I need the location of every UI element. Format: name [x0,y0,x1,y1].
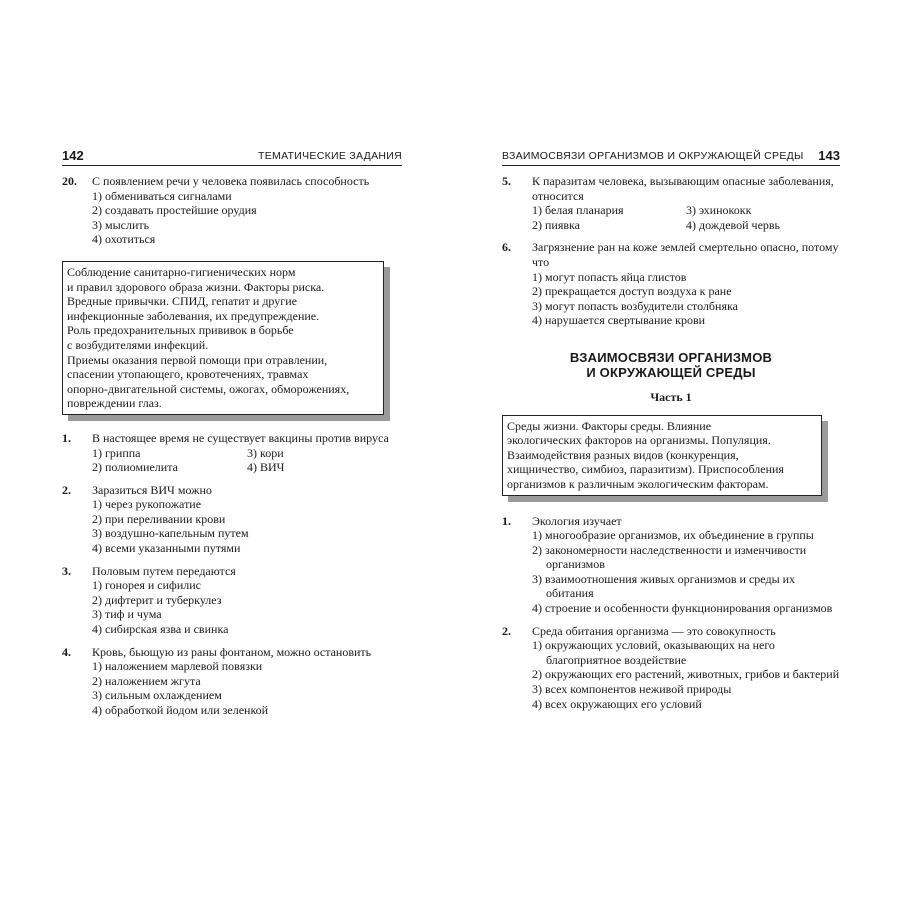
question-number: 5. [502,174,511,188]
topic-line: спасении утопающего, кровотечениях, травмах [67,367,309,382]
answer-options [532,203,840,232]
right-page-number: 143 [818,148,840,163]
answer-option: 1) могут попасть яйца глистов [532,269,687,284]
topic-line: Соблюдение санитарно-гигиенических норм [67,264,296,279]
question-number: 20. [62,174,77,188]
answer-option: 3) могут попасть возбудители столбняка [532,298,738,313]
topic-line: опорно-двигательной системы, ожогах, обморожениях, [67,381,350,396]
answer-options [92,659,402,717]
part-label: Часть 1 [650,389,692,404]
answer-options [532,270,840,328]
answer-option: 4) сибирская язва и свинка [92,622,229,637]
question-number: 1. [62,430,71,445]
question-number: 2. [62,482,71,497]
answer-option: 1) наложением марлевой повязки [92,659,263,674]
section-title-line: ВЗАИМОСВЯЗИ ОРГАНИЗМОВ [569,349,773,365]
right-page [502,0,840,900]
topic-line: Роль предохранительных прививок в борьбе [67,323,294,338]
question-text: С появлением речи у человека появилась способность [92,174,370,188]
question-text: Экология изучает [532,513,622,528]
left-page [62,0,402,900]
answer-option: 3) тиф и чума [92,607,162,622]
question-20 [62,174,402,247]
question-number: 2. [502,623,511,638]
question-text: Заразиться ВИЧ можно [92,482,212,497]
topic-line: хищничество, симбиоз, паразитизм). Приспособления [507,462,784,477]
question-text: Кровь, бьющую из раны фонтаном, можно остановить [92,644,372,659]
answer-option: 2) окружающих его растений, животных, грибов и бактерий [532,667,840,682]
answer-option: 3) воздушно-капельным путем [92,526,249,541]
answer-option: 4) дождевой червь [686,217,781,232]
ecology-question-2 [502,624,840,712]
answer-options [92,578,402,636]
answer-options [532,528,840,616]
topic-line: Вредные привычки. СПИД, гепатит и другие [67,294,297,309]
answer-option: 1) гриппа [92,445,141,460]
answer-option: 4) строение и особенности функционирования организмов [532,601,833,616]
question-number: 4. [62,644,71,659]
answer-option: 2) дифтерит и туберкулез [92,592,222,607]
question-1 [62,431,402,475]
answer-option: 2) закономерности наследственности и изменчивости организмов [532,542,807,572]
section-title-line: И ОКРУЖАЮЩЕЙ СРЕДЫ [586,364,756,380]
question-number: 3. [62,563,71,578]
question-text: Половым путем передаются [92,563,236,578]
question-6 [502,240,840,328]
ecology-question-1 [502,514,840,616]
answer-option: 3) взаимоотношения живых организмов и среды их обитания [532,571,796,601]
answer-option: 3) эхинококк [686,203,752,218]
left-page-number: 142 [62,148,84,163]
answer-option: 1) белая планария [532,203,624,218]
answer-option: 4) всеми указанными путями [92,541,241,556]
question-4 [62,645,402,718]
question-3 [62,564,402,637]
answer-option: 1) обмениваться сигналами [92,188,232,203]
answer-options [92,497,402,555]
question-5 [502,174,840,232]
topic-line: организмов к различным экологическим факторам. [507,476,769,491]
topic-box-ecology [502,415,822,496]
left-page-header [62,147,402,166]
answer-option: 3) всех компонентов неживой природы [532,682,732,697]
answer-option: 2) полиомиелита [92,460,178,475]
answer-options [92,189,402,247]
topic-line: Приемы оказания первой помощи при отравлении, [67,352,328,367]
left-page-running-title: ТЕМАТИЧЕСКИЕ ЗАДАНИЯ [258,150,402,162]
answer-option: 3) сильным охлаждением [92,688,222,703]
topic-line: повреждении глаз. [67,396,162,411]
answer-option: 4) всех окружающих его условий [532,696,702,711]
question-text: К паразитам человека, вызывающим опасные заболевания, относится [532,174,834,203]
topic-line: Среды жизни. Факторы среды. Влияние [507,418,712,433]
answer-option: 1) гонорея и сифилис [92,578,201,593]
right-page-running-title: ВЗАИМОСВЯЗИ ОРГАНИЗМОВ И ОКРУЖАЮЩЕЙ СРЕДЫ [502,150,804,162]
section-title [502,350,840,380]
answer-option: 1) многообразие организмов, их объединение в группы [532,528,814,543]
right-page-header [502,147,840,166]
topic-box-health [62,261,384,415]
question-text: Загрязнение ран на коже землей смертельно опасно, потому что [532,240,839,269]
answer-option: 4) обработкой йодом или зеленкой [92,703,269,717]
right-page-content [502,174,840,719]
answer-option: 4) ВИЧ [247,460,285,475]
topic-line: экологических факторов на организмы. Популяция. [507,433,771,448]
answer-option: 2) создавать простейшие орудия [92,203,257,218]
answer-option: 2) при переливании крови [92,511,226,526]
answer-option: 2) пиявка [532,217,580,232]
answer-option: 1) окружающих условий, оказывающих на него благоприятное воздействие [532,638,775,667]
left-page-content [62,174,402,726]
question-text: В настоящее время не существует вакцины против вируса [92,430,389,445]
topic-line: и правил здорового образа жизни. Факторы риска. [67,279,325,294]
answer-option: 4) нарушается свертывание крови [532,313,706,328]
answer-option: 2) прекращается доступ воздуха к ране [532,284,732,299]
topic-line: с возбудителями инфекций. [67,337,209,352]
question-text: Среда обитания организма — это совокупность [532,623,776,638]
question-number: 6. [502,240,511,255]
answer-option: 3) кори [247,445,284,460]
answer-option: 2) наложением жгута [92,673,201,688]
answer-option: 1) через рукопожатие [92,497,202,512]
question-2 [62,483,402,556]
answer-options [532,638,840,711]
topic-line: Взаимодействия разных видов (конкуренция, [507,447,739,462]
answer-option: 4) охотиться [92,232,156,247]
topic-line: инфекционные заболевания, их предупреждение. [67,308,320,323]
answer-option: 3) мыслить [92,217,150,232]
answer-options [92,446,402,475]
question-number: 1. [502,513,511,528]
